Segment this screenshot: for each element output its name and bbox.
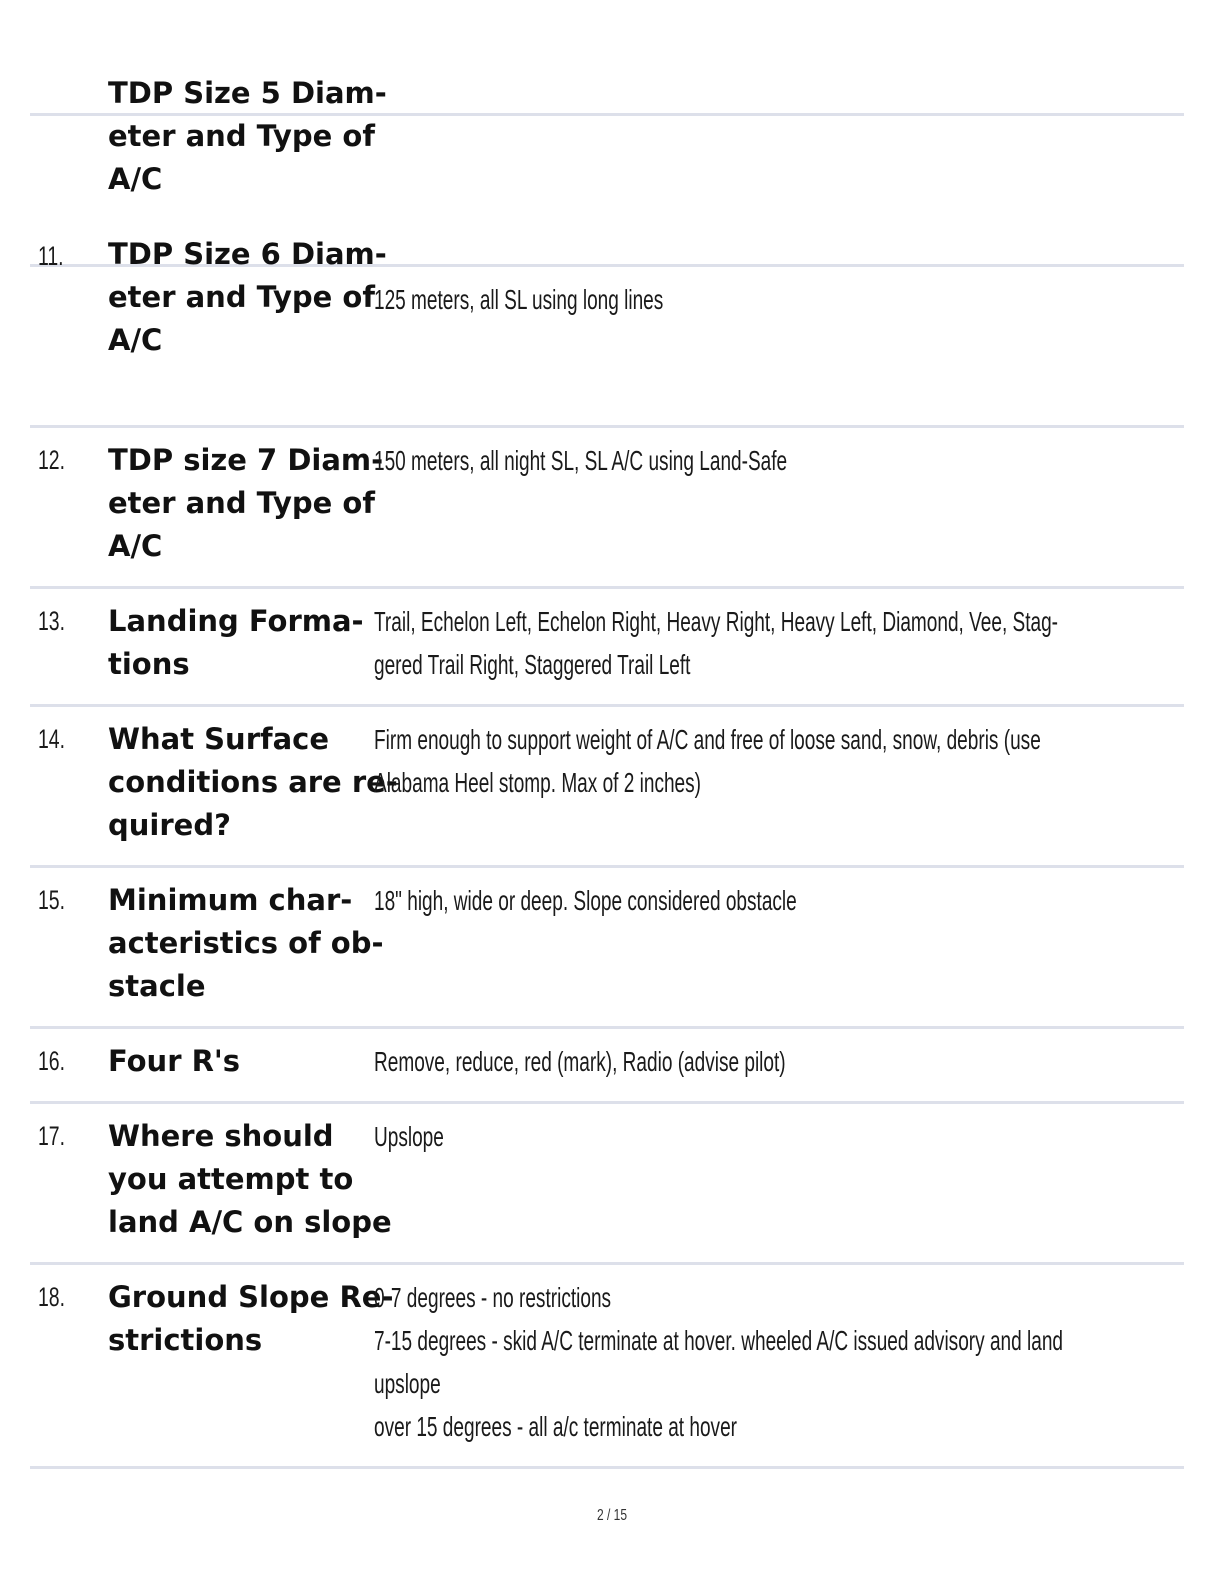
- definition-line: Remove, reduce, red (mark), Radio (advise pilot): [374, 1046, 786, 1077]
- row-definition: [374, 879, 1174, 922]
- term-line: quired?: [108, 808, 231, 842]
- definition-line: 7-15 degrees - skid A/C terminate at hover. wheeled A/C issued advisory and land: [374, 1325, 1064, 1356]
- term-line: Where should: [108, 1119, 334, 1153]
- term-line: stacle: [108, 969, 206, 1003]
- term-line: you attempt to: [108, 1162, 354, 1196]
- definition-line: Firm enough to support weight of A/C and free of loose sand, snow, debris (use: [374, 724, 1041, 755]
- row-number: 11.: [38, 241, 64, 271]
- row-term: [108, 1276, 394, 1362]
- term-line: TDP size 7 Diam-: [108, 443, 384, 477]
- term-line: conditions are re-: [108, 765, 398, 799]
- row-number: 18.: [38, 1282, 66, 1312]
- row-number: 17.: [38, 1121, 66, 1151]
- row-divider: [30, 1026, 1184, 1029]
- row-divider: [30, 865, 1184, 868]
- term-line: A/C: [108, 162, 163, 196]
- term-line: land A/C on slope: [108, 1205, 392, 1239]
- row-term: [108, 879, 384, 1008]
- term-line: Ground Slope Re-: [108, 1280, 394, 1314]
- term-line: A/C: [108, 323, 163, 357]
- row-definition: [374, 718, 1174, 804]
- row-number: 13.: [38, 606, 66, 636]
- page-footer: [0, 1507, 1224, 1525]
- term-line: acteristics of ob-: [108, 926, 384, 960]
- row-term: [108, 718, 398, 847]
- row-divider: [30, 1466, 1184, 1469]
- page-indicator: 2 / 15: [596, 1507, 628, 1524]
- row-term: [108, 1115, 392, 1244]
- term-line: eter and Type of: [108, 486, 375, 520]
- definition-line: Upslope: [374, 1121, 444, 1152]
- definition-line: Trail, Echelon Left, Echelon Right, Heavy Right, Heavy Left, Diamond, Vee, Stag-: [374, 606, 1059, 637]
- row-definition: [374, 278, 1174, 321]
- definition-line: 18" high, wide or deep. Slope considered obstacle: [374, 885, 797, 916]
- row-definition: [374, 600, 1174, 686]
- term-line: Minimum char-: [108, 883, 353, 917]
- row-number: 16.: [38, 1046, 66, 1076]
- term-line: Four R's: [108, 1044, 241, 1078]
- definition-line: Alabama Heel stomp. Max of 2 inches): [374, 767, 702, 798]
- row-number: 15.: [38, 885, 66, 915]
- row-divider: [30, 425, 1184, 428]
- term-line: strictions: [108, 1323, 263, 1357]
- term-line: eter and Type of: [108, 280, 375, 314]
- term-line: Landing Forma-: [108, 604, 364, 638]
- row-divider: [30, 704, 1184, 707]
- definition-line: 0-7 degrees - no restrictions: [374, 1282, 612, 1313]
- term-line: TDP Size 5 Diam-: [108, 76, 387, 110]
- row-number: 12.: [38, 445, 66, 475]
- row-term: [108, 72, 387, 201]
- row-term: [108, 233, 387, 362]
- row-definition: [374, 439, 1174, 482]
- row-divider: [30, 1262, 1184, 1265]
- term-line: What Surface: [108, 722, 330, 756]
- row-definition: [374, 1040, 1174, 1083]
- term-line: TDP Size 6 Diam-: [108, 237, 387, 271]
- definition-line: gered Trail Right, Staggered Trail Left: [374, 649, 691, 680]
- row-term: [108, 1040, 370, 1083]
- row-definition: [374, 1115, 1174, 1158]
- term-line: tions: [108, 647, 190, 681]
- definition-line: upslope: [374, 1368, 441, 1399]
- definition-line: over 15 degrees - all a/c terminate at hover: [374, 1411, 738, 1442]
- term-line: eter and Type of: [108, 119, 375, 153]
- row-term: [108, 600, 370, 686]
- row-number: 14.: [38, 724, 66, 754]
- term-line: A/C: [108, 529, 163, 563]
- row-divider: [30, 1101, 1184, 1104]
- definition-line: 125 meters, all SL using long lines: [374, 284, 664, 315]
- row-definition: [374, 1276, 1174, 1448]
- row-term: [108, 439, 384, 568]
- definition-line: 150 meters, all night SL, SL A/C using Land-Safe: [374, 445, 788, 476]
- row-divider: [30, 586, 1184, 589]
